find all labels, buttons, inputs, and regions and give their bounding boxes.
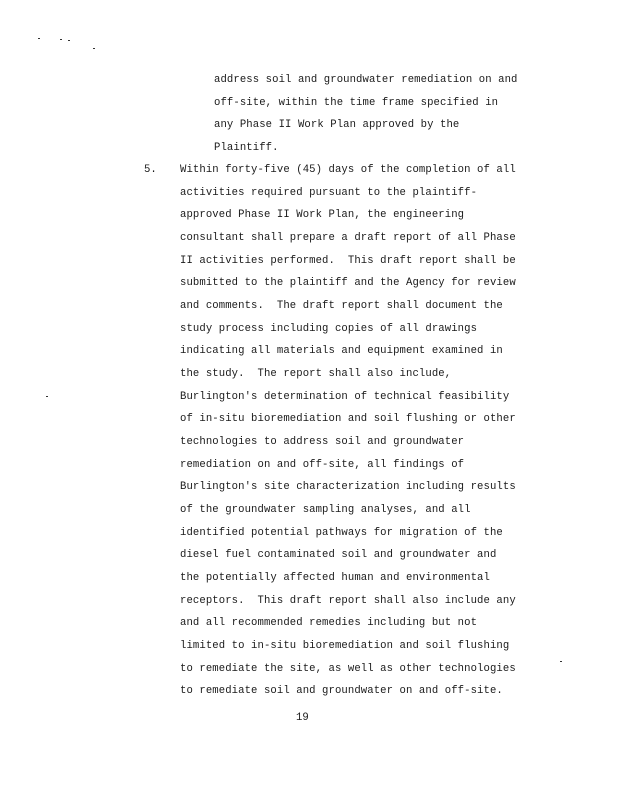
scan-speck	[68, 40, 70, 41]
item-line: Burlington's site characterization including results	[180, 481, 516, 493]
item-line: to remediate the site, as well as other technologies	[180, 663, 516, 675]
item-line: technologies to address soil and groundwater	[180, 436, 465, 448]
item-line: and comments. The draft report shall document the	[180, 300, 503, 312]
item-line: Burlington's determination of technical feasibility	[180, 391, 510, 403]
item-line: receptors. This draft report shall also include any	[180, 595, 516, 607]
continuation-line: off-site, within the time frame specified in	[214, 97, 499, 109]
page-number: 19	[296, 712, 309, 724]
item-line: indicating all materials and equipment examined in	[180, 345, 503, 357]
item-line: submitted to the plaintiff and the Agency for review	[180, 277, 516, 289]
item-line: the potentially affected human and environmental	[180, 572, 490, 584]
item-line: to remediate soil and groundwater on and off-site.	[180, 685, 503, 697]
scan-speck	[38, 38, 40, 39]
item-line: approved Phase II Work Plan, the engineering	[180, 209, 465, 221]
item-line: diesel fuel contaminated soil and groundwater and	[180, 549, 497, 561]
item-line: study process including copies of all drawings	[180, 323, 478, 335]
scan-speck	[560, 661, 562, 662]
item-line: of in-situ bioremediation and soil flushing or other	[180, 413, 516, 425]
item-line: and all recommended remedies including but not	[180, 617, 478, 629]
item-line: identified potential pathways for migration of the	[180, 527, 503, 539]
item-line: limited to in-situ bioremediation and soil flushing	[180, 640, 510, 652]
scan-speck	[46, 396, 48, 397]
continuation-line: any Phase II Work Plan approved by the	[214, 119, 460, 131]
item-line: activities required pursuant to the plaintiff-	[180, 187, 478, 199]
item-line: of the groundwater sampling analyses, and all	[180, 504, 471, 516]
continuation-line: Plaintiff.	[214, 142, 279, 154]
item-line: II activities performed. This draft report shall be	[180, 255, 516, 267]
item-number: 5.	[144, 164, 157, 176]
continuation-line: address soil and groundwater remediation on and	[214, 74, 518, 86]
item-line: remediation on and off-site, all findings of	[180, 459, 465, 471]
item-line: consultant shall prepare a draft report of all Phase	[180, 232, 516, 244]
scan-speck	[60, 39, 62, 40]
item-line: the study. The report shall also include,	[180, 368, 452, 380]
scan-speck	[93, 48, 95, 49]
item-line: Within forty-five (45) days of the completion of all	[180, 164, 516, 176]
